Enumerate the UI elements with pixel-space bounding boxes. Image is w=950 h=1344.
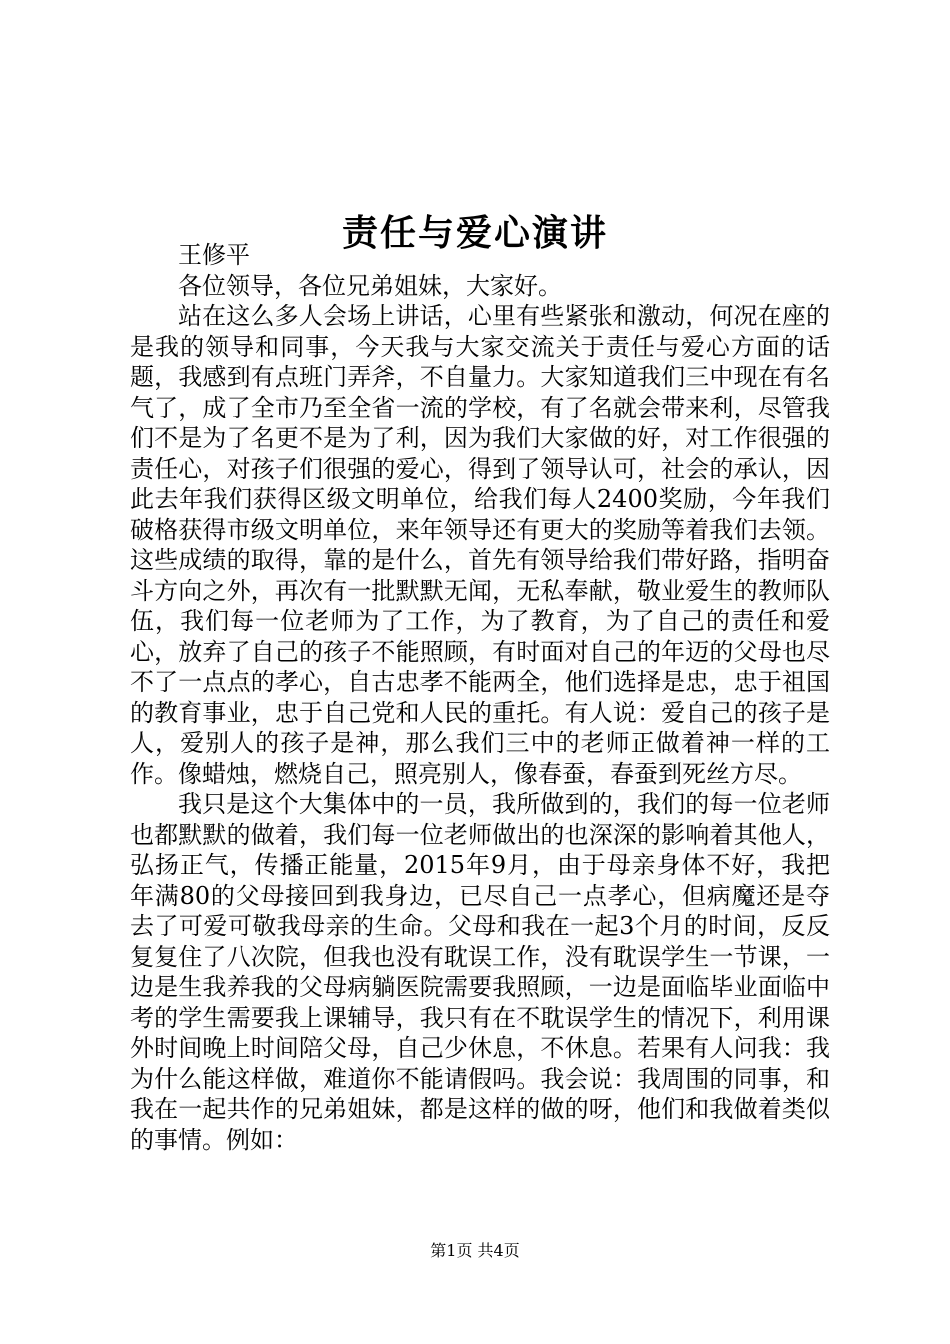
page-number-footer: 第1页 共4页 bbox=[430, 1241, 520, 1260]
paragraph-speech-main: 站在这么多人会场上讲话，心里有些紧张和激动，何况在座的是我的领导和同事，今天我与大家交流关于责任与爱心方面的话题，我感到有点班门弄斧，不自量力。大家知道我们三中现在有名气了，成了全市乃至全省一流的学校，有了名就会带来利，尽管我们不是为了名更不是为了利，因为我们大家做的好，对工作很强的责任心，对孩子们很强的爱心，得到了领导认可，社会的承认，因此去年我们获得区级文明单位，给我们每人2400奖励，今年我们破格获得市级文明单位，来年领导还有更大的奖励等着我们去领。这些成绩的取得，靠的是什么，首先有领导给我们带好路，指明奋斗方向之外，再次有一批默默无闻，无私奉献，敬业爱生的教师队伍，我们每一位老师为了工作，为了教育，为了自己的责任和爱心，放弃了自己的孩子不能照顾，有时面对自己的年迈的父母也尽不了一点点的孝心，自古忠孝不能两全，他们选择是忠，忠于祖国的教育事业，忠于自己党和人民的重托。有人说：爱自己的孩子是人，爱别人的孩子是神，那么我们三中的老师正做着神一样的工作。像蜡烛，燃烧自己，照亮别人，像春蚕，春蚕到死丝方尽。 bbox=[130, 302, 830, 788]
document-body bbox=[130, 240, 830, 1155]
paragraph-personal-story: 我只是这个大集体中的一员，我所做到的，我们的每一位老师也都默默的做着，我们每一位老师做出的也深深的影响着其他人，弘扬正气，传播正能量，2015年9月，由于母亲身体不好，我把年满80的父母接回到我身边，已尽自己一点孝心，但病魔还是夺去了可爱可敬我母亲的生命。父母和我在一起3个月的时间，反反复复住了八次院，但我也没有耽误工作，没有耽误学生一节课，一边是生我养我的父母病躺医院需要我照顾，一边是面临毕业面临中考的学生需要我上课辅导，我只有在不耽误学生的情况下，利用课外时间晚上时间陪父母，自己少休息，不休息。若果有人问我：我为什么能这样做，难道你不能请假吗。我会说：我周围的同事，和我在一起共作的兄弟姐妹，都是这样的做的呀，他们和我做着类似的事情。例如： bbox=[130, 790, 830, 1154]
paragraph-greeting: 各位领导，各位兄弟姐妹，大家好。 bbox=[178, 271, 562, 300]
document-title: 责任与爱心演讲 bbox=[341, 212, 608, 255]
author-line: 王修平 bbox=[178, 241, 250, 269]
